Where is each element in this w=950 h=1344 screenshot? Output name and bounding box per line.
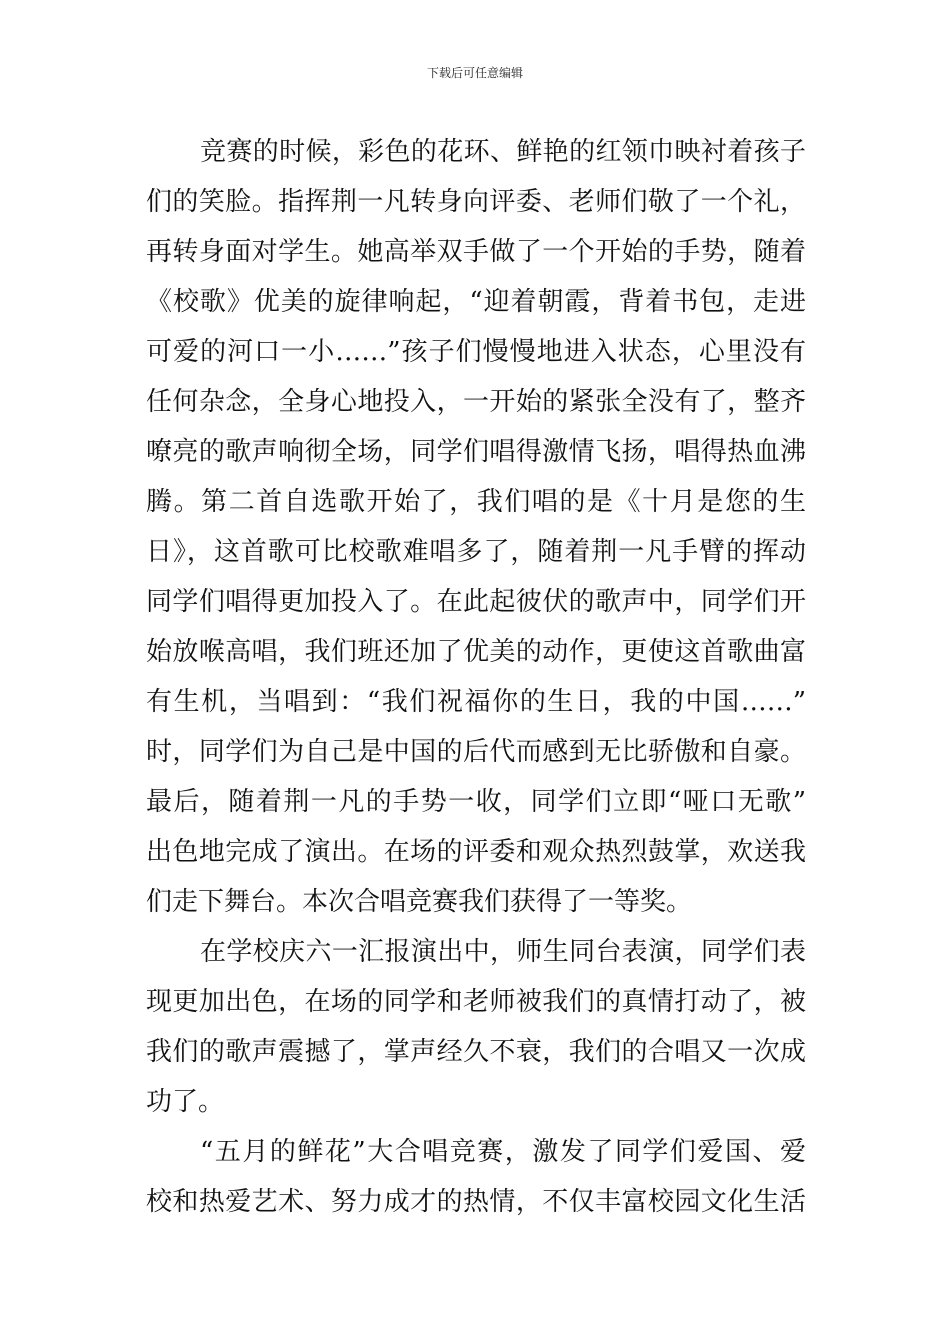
text-line: 现更加出色，在场的同学和老师被我们的真情打动了，被 (146, 987, 806, 1017)
paragraph-1 (146, 127, 806, 927)
text-line: 任何杂念，全身心地投入，一开始的紧张全没有了，整齐 (146, 387, 806, 417)
text-line: 在学校庆六一汇报演出中，师生同台表演，同学们表 (200, 937, 806, 967)
text-line: 功了。 (146, 1087, 225, 1117)
paragraph-2 (146, 927, 806, 1127)
text-line: 出色地完成了演出。在场的评委和观众热烈鼓掌，欢送我 (146, 837, 806, 867)
text-line: 我们的歌声震撼了，掌声经久不衰，我们的合唱又一次成 (146, 1037, 806, 1067)
text-line: 校和热爱艺术、努力成才的热情，不仅丰富校园文化生活 (146, 1187, 806, 1217)
text-line: 再转身面对学生。她高举双手做了一个开始的手势，随着 (146, 237, 806, 267)
text-line: 腾。第二首自选歌开始了，我们唱的是《十月是您的生 (146, 487, 806, 517)
text-line: 有生机，当唱到：“我们祝福你的生日，我的中国……” (146, 687, 806, 717)
text-line: 最后，随着荆一凡的手势一收，同学们立即“哑口无歌” (146, 787, 806, 817)
text-line: 时，同学们为自己是中国的后代而感到无比骄傲和自豪。 (146, 737, 806, 767)
text-line: 嘹亮的歌声响彻全场，同学们唱得激情飞扬，唱得热血沸 (146, 437, 806, 467)
text-line: 们走下舞台。本次合唱竞赛我们获得了一等奖。 (146, 887, 693, 917)
text-line: 同学们唱得更加投入了。在此起彼伏的歌声中，同学们开 (146, 587, 806, 617)
text-line: 们的笑脸。指挥荆一凡转身向评委、老师们敬了一个礼， (146, 187, 806, 217)
text-line: 竞赛的时候，彩色的花环、鲜艳的红领巾映衬着孩子 (200, 137, 806, 167)
text-line: 始放喉高唱，我们班还加了优美的动作，更使这首歌曲富 (146, 637, 806, 667)
text-line: “五月的鲜花”大合唱竞赛，激发了同学们爱国、爱 (200, 1137, 806, 1167)
document-body (146, 127, 806, 1227)
page-header: 下载后可任意编辑 (426, 66, 523, 80)
text-line: 《校歌》优美的旋律响起，“迎着朝霞，背着书包，走进 (146, 287, 806, 317)
text-line: 日》，这首歌可比校歌难唱多了，随着荆一凡手臂的挥动 (146, 537, 806, 567)
text-line: 可爱的河口一小……”孩子们慢慢地进入状态，心里没有 (146, 337, 806, 367)
paragraph-3 (146, 1127, 806, 1227)
